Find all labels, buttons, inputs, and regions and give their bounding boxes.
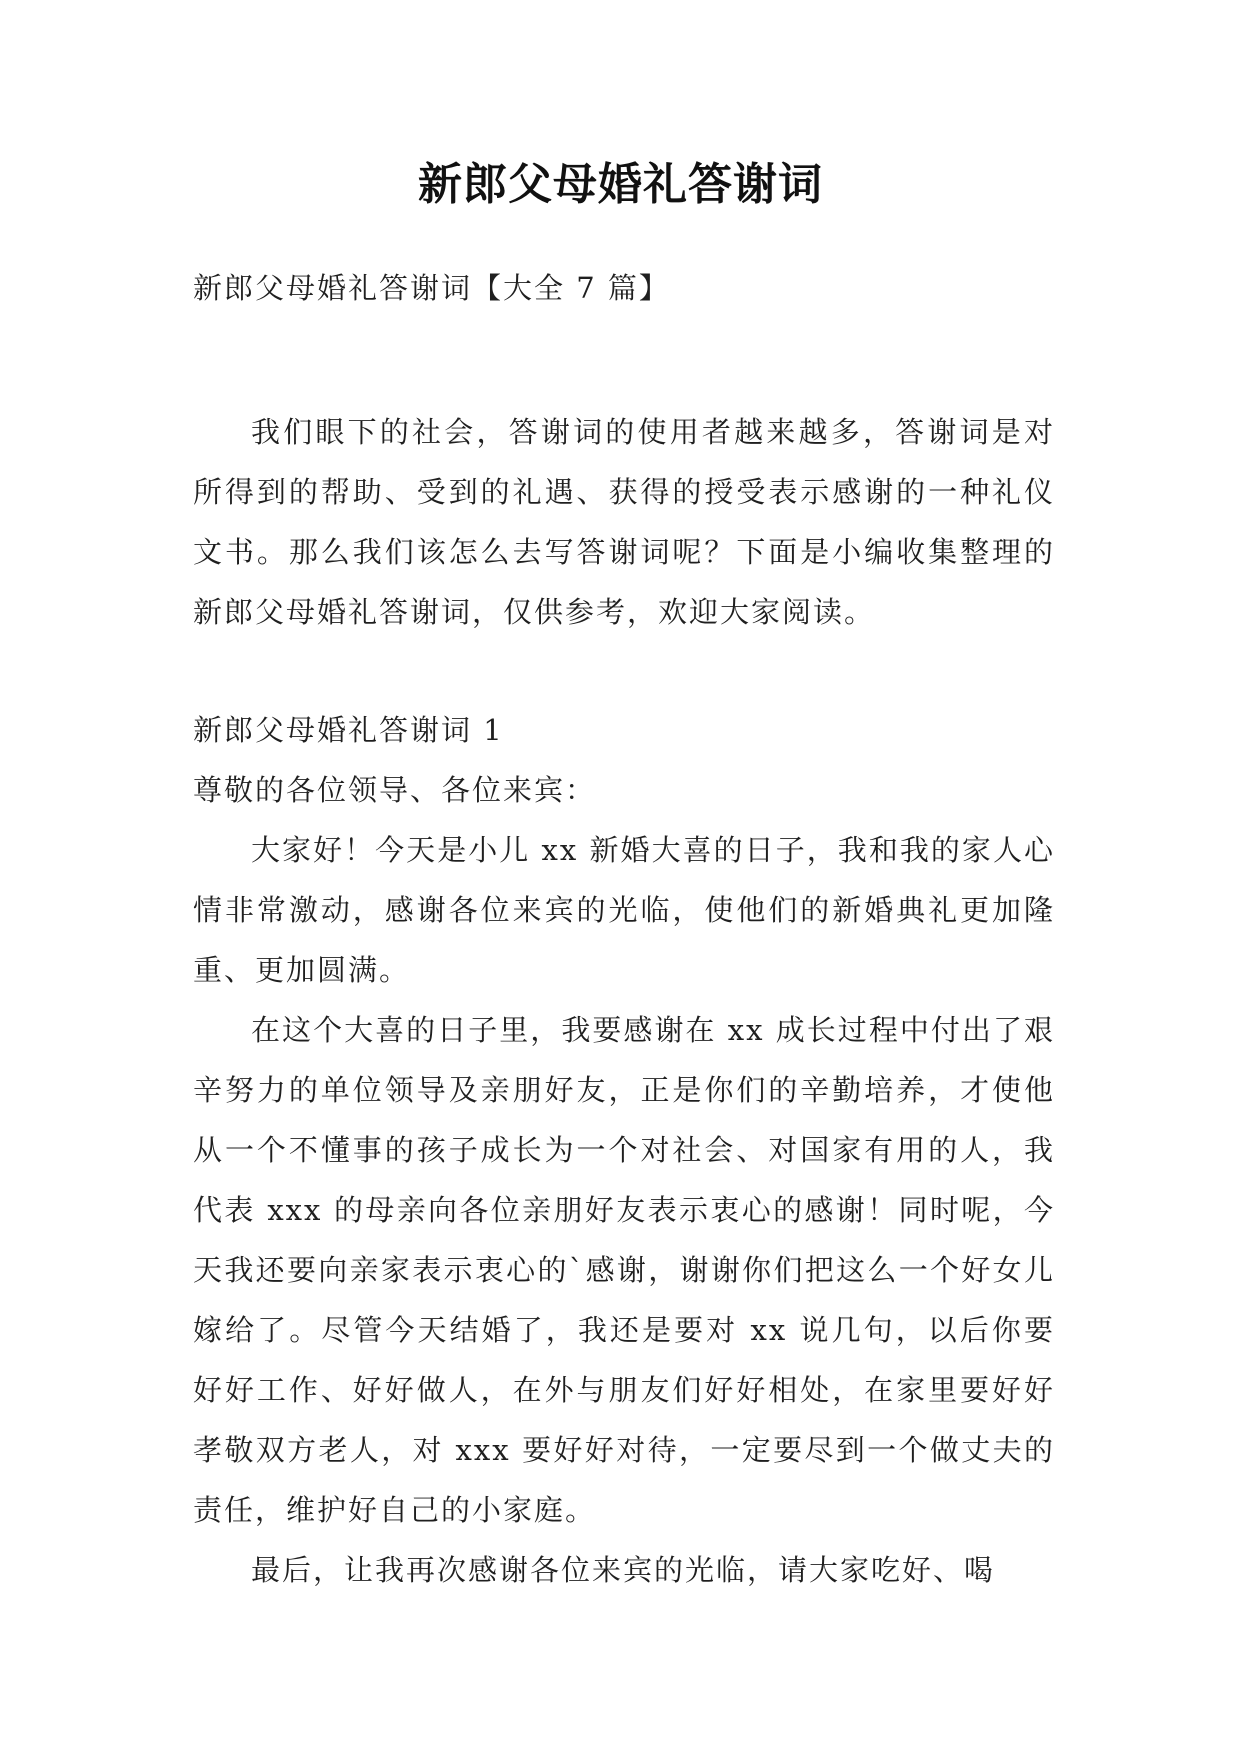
speech-paragraph-3: 最后，让我再次感谢各位来宾的光临，请大家吃好、喝 [251,1553,996,1587]
document-title: 新郎父母婚礼答谢词 [418,159,823,210]
speech-paragraph-2: 在这个大喜的日子里，我要感谢在 xx 成长过程中付出了艰辛努力的单位领导及亲朋好友，正是你们的辛勤培养，才使他从一个不懂事的孩子成长为一个对社会、对国家有用的人，我代表 xxx 的母亲向各位亲朋好友表示衷心的感谢！同时呢，今天我还要向亲家表示衷心的`感谢，谢谢你们把这么一个好女儿嫁给了。尽管今天结婚了，我还是要对 xx 说几句，以后你要好好工作、好好做人，在外与朋友们好好相处，在家里要好好孝敬双方老人，对 xxx 要好好对待，一定要尽到一个做丈夫的责任，维护好自己的小家庭。 [193,1013,1055,1527]
document-subtitle: 新郎父母婚礼答谢词【大全 7 篇】 [193,271,670,305]
section-heading: 新郎父母婚礼答谢词 1 [193,713,504,747]
document-subtitle-block [193,258,1055,318]
speech-block [193,700,1055,1600]
intro-block [193,402,1055,642]
speech-paragraph-1: 大家好！今天是小儿 xx 新婚大喜的日子，我和我的家人心情非常激动，感谢各位来宾的光临，使他们的新婚典礼更加隆重、更加圆满。 [193,833,1055,987]
salutation: 尊敬的各位领导、各位来宾： [193,773,597,807]
intro-paragraph: 我们眼下的社会，答谢词的使用者越来越多，答谢词是对所得到的帮助、受到的礼遇、获得的授受表示感谢的一种礼仪文书。那么我们该怎么去写答谢词呢？下面是小编收集整理的新郎父母婚礼答谢词，仅供参考，欢迎大家阅读。 [193,415,1055,629]
